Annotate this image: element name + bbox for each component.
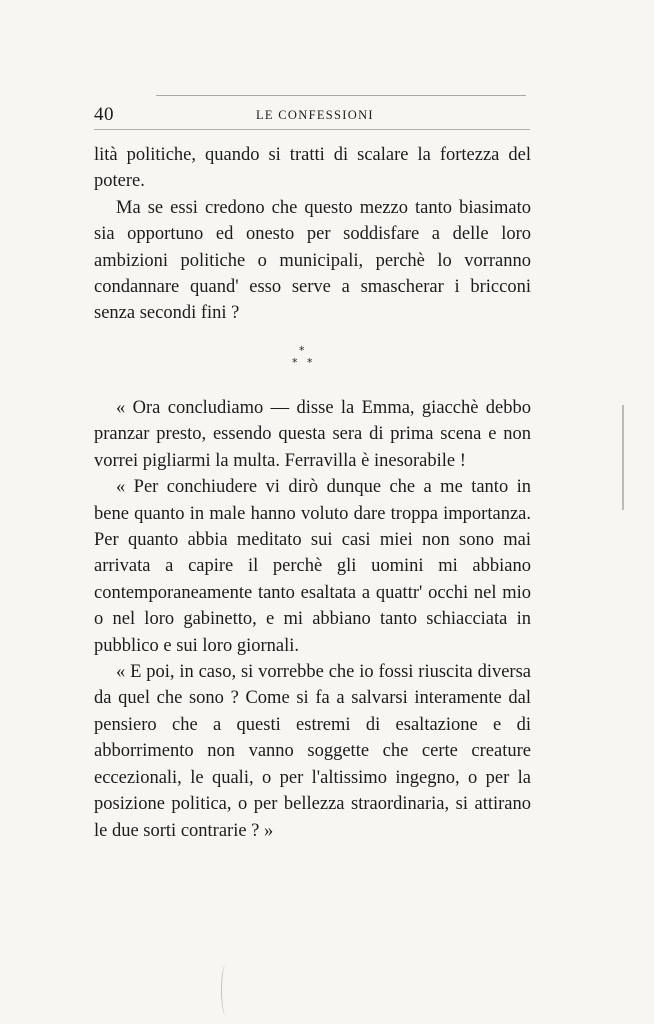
asterisk: *: [292, 356, 298, 369]
page-edge-curl: [221, 965, 230, 1015]
section-break-asterism: [288, 343, 318, 373]
asterisk: *: [307, 356, 313, 369]
paragraph: « E poi, in caso, si vorrebbe che io fossi riuscita diversa da quel che sono ? Come si fa a salvarsi interamente dal pensiero che a questi estremi di esaltazione e di abborrimento non vanno soggette che certe creature eccezionali, le quali, o per l'altissimo ingegno, o per la posizione politica, o per bellezza straordinaria, si attirano le due sorti contrarie ? »: [94, 662, 531, 841]
page-header: [94, 100, 530, 130]
header-rule-top: [156, 95, 526, 96]
header-rule-bottom: [94, 129, 530, 130]
paragraph: Ma se essi credono che questo mezzo tanto biasimato sia opportuno ed onesto per soddisfare a delle loro ambizioni politiche o municipali, perchè lo vorranno condannare quand' esso serve a smascherar i bricconi senza secondi fini ?: [94, 197, 531, 324]
paragraph: lità politiche, quando si tratti di scalare la fortezza del potere.: [94, 145, 531, 192]
asterisk: *: [299, 344, 305, 357]
page-edge-shadow: [622, 405, 624, 510]
paragraph: « Ora concludiamo — disse la Emma, giacchè debbo pranzar presto, essendo questa sera di prima scena e non vorrei pigliarmi la multa. Ferravilla è inesorabile !: [94, 398, 531, 471]
running-head: LE CONFESSIONI: [256, 108, 374, 122]
text-block-after-break: [94, 395, 531, 844]
page-number: 40: [94, 104, 114, 125]
paragraph: « Per conchiudere vi dirò dunque che a me tanto in bene quanto in male hanno voluto dare troppa importanza. Per quanto abbia meditato sui casi miei non sono mai arrivata a capire il perchè gli uomini mi abbiano contemporaneamente tanto esaltata a quattr' occhi nel mio o nel loro gabinetto, e mi abbiano tanto schiacciata in pubblico e sui loro giornali.: [94, 477, 531, 656]
text-block-before-break: [94, 142, 531, 327]
